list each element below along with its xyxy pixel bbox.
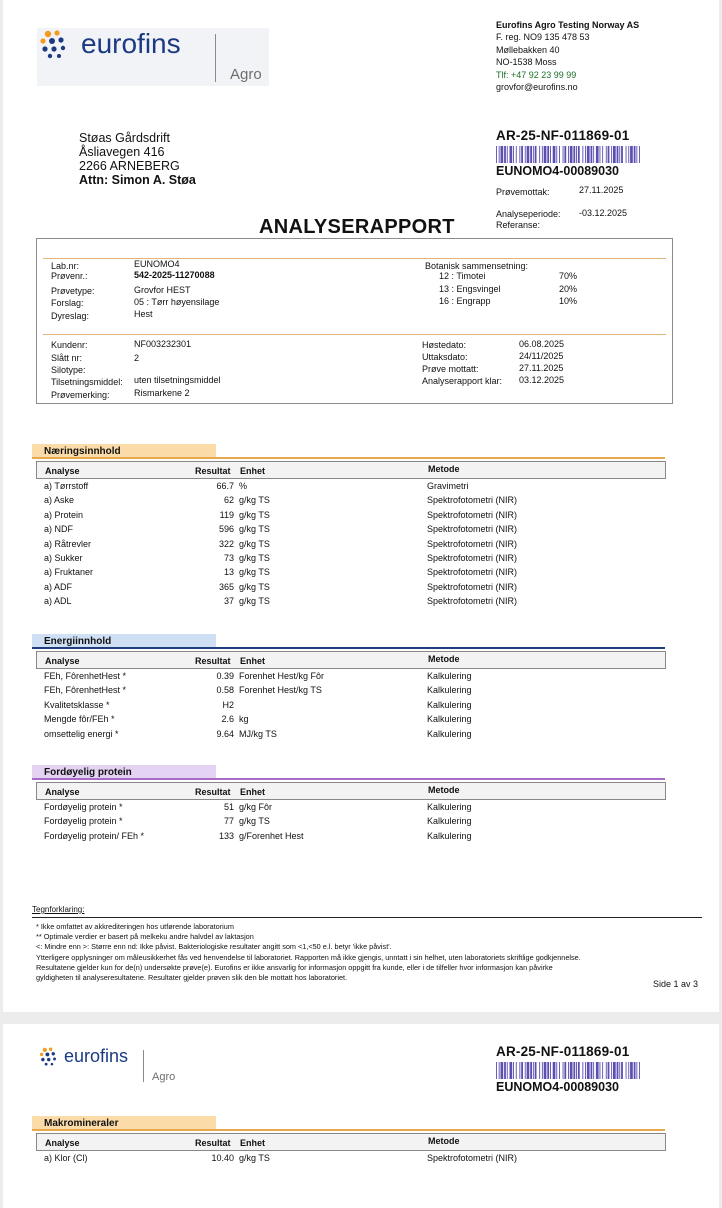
legend-line: gyldigheten til analyseresultatene. Resultater gjelder prøven slik den ble mottatt hos laboratoriet. <box>36 973 348 983</box>
table-row <box>36 480 666 494</box>
cell-analyse: a) NDF <box>44 524 73 535</box>
hostedato-label: Høstedato: <box>422 340 467 350</box>
cell-analyse: Mengde fôr/FEh * <box>44 714 115 725</box>
recipient-attn: Attn: Simon A. Støa <box>79 173 196 187</box>
table-row <box>36 684 666 698</box>
legend-text <box>36 922 581 983</box>
botanisk-name-1: 12 : Timotei <box>439 271 486 281</box>
cell-metode: Kalkulering <box>427 802 472 812</box>
col-metode: Metode <box>428 1136 460 1146</box>
tilsetning-label: Tilsetningsmiddel: <box>51 377 123 387</box>
info-separator <box>43 334 666 335</box>
col-resultat: Resultat <box>195 787 231 797</box>
cell-resultat: 13 <box>223 567 234 578</box>
cell-resultat: 322 <box>218 538 234 549</box>
col-metode: Metode <box>428 464 460 474</box>
col-enhet: Enhet <box>240 656 266 666</box>
col-enhet: Enhet <box>240 466 266 476</box>
barcode-icon <box>496 146 640 163</box>
report-title: ANALYSERAPPORT <box>259 216 455 238</box>
section-rule <box>32 647 665 649</box>
cell-enhet: g/kg TS <box>239 495 270 506</box>
recipient-street: Åsliavegen 416 <box>79 145 165 159</box>
cell-resultat: 62 <box>223 495 234 506</box>
reference-label: Referanse: <box>496 220 541 230</box>
cell-resultat: 596 <box>218 524 234 535</box>
col-resultat: Resultat <box>195 466 231 476</box>
forslag-value: 05 : Tørr høyensilage <box>134 297 220 307</box>
table-header <box>36 782 666 800</box>
report-page-2 <box>3 1024 719 1208</box>
cell-resultat: H2 <box>222 699 234 710</box>
barcode-icon <box>496 1062 640 1079</box>
labnr-value: EUNOMO4 <box>134 259 180 269</box>
table-row <box>36 595 666 609</box>
company-city: NO-1538 Moss <box>496 57 557 68</box>
lab-id: EUNOMO4-00089030 <box>496 1080 619 1094</box>
company-street: Møllebakken 40 <box>496 44 560 55</box>
cell-metode: Spektrofotometri (NIR) <box>427 596 518 607</box>
slatt-value: 2 <box>134 353 140 363</box>
botanisk-pct-1: 70% <box>559 271 578 281</box>
botanisk-name-3: 16 : Engrapp <box>439 296 491 306</box>
kundenr-value: NF003232301 <box>134 339 192 349</box>
page-number: Side 1 av 3 <box>653 979 699 989</box>
section-rule <box>32 778 665 780</box>
cell-resultat: 10.40 <box>211 1153 234 1163</box>
col-resultat: Resultat <box>195 656 231 666</box>
cell-analyse: FEh, FôrenhetHest * <box>44 671 127 681</box>
cell-resultat: 2.6 <box>221 714 234 725</box>
table-row <box>36 1152 666 1166</box>
slatt-label: Slått nr: <box>51 353 83 363</box>
klar-value: 03.12.2025 <box>519 375 565 385</box>
cell-resultat: 73 <box>223 553 234 563</box>
cell-analyse: Fordøyelig protein/ FEh * <box>44 830 145 841</box>
cell-analyse: Fordøyelig protein * <box>44 816 123 827</box>
company-reg: F. reg. NO9 135 478 53 <box>496 32 590 43</box>
table-row <box>36 509 666 523</box>
cell-enhet: Forenhet Hest/kg TS <box>239 685 322 696</box>
cell-enhet: g/kg TS <box>239 581 270 592</box>
dyreslag-value: Hest <box>134 309 153 319</box>
legend-line: <: Mindre enn >: Større enn nd: Ikke påvist. Bakteriologiske resultater angitt som <1,<50 e.l. betyr 'ikke påvist'. <box>36 942 392 952</box>
report-id: AR-25-NF-011869-01 <box>496 128 630 143</box>
table-row <box>36 699 666 713</box>
cell-enhet: g/Forenhet Hest <box>239 830 304 841</box>
cell-enhet: % <box>239 481 248 491</box>
company-phone[interactable]: Tlf: +47 92 23 99 99 <box>496 69 577 80</box>
eurofins-dots-icon <box>39 1046 61 1068</box>
cell-analyse: Fordøyelig protein * <box>44 802 123 812</box>
table-row <box>36 670 666 684</box>
mottatt-value: 27.11.2025 <box>519 363 564 373</box>
cell-enhet: Forenhet Hest/kg Fôr <box>239 671 325 681</box>
labnr-label: Lab.nr: <box>51 261 80 271</box>
cell-metode: Kalkulering <box>427 685 472 696</box>
table-row <box>36 494 666 508</box>
cell-resultat: 77 <box>223 816 234 827</box>
legend-line: Ytterligere opplysninger om måleusikkerhet fås ved henvendelse til laboratoriet. Rapporten må ikke gjengis, unntatt i sin helhet, uten laboratoriets skriftlige godkjennelse. <box>36 952 581 962</box>
section-rule <box>32 457 665 459</box>
cell-metode: Spektrofotometri (NIR) <box>427 495 518 506</box>
uttak-value: 24/11/2025 <box>519 351 564 361</box>
klar-label: Analyserapport klar: <box>422 376 503 386</box>
section-title: Næringsinnhold <box>32 444 216 458</box>
cell-analyse: a) Sukker <box>44 553 83 563</box>
cell-enhet: kg <box>239 714 249 725</box>
tilsetning-value: uten tilsetningsmiddel <box>134 375 221 385</box>
cell-resultat: 9.64 <box>216 728 234 739</box>
sample-info-box <box>36 238 673 404</box>
report-page-1 <box>3 0 719 1012</box>
section-title: Makromineraler <box>32 1116 216 1130</box>
section-title: Energiinnhold <box>32 634 216 648</box>
cell-enhet: g/kg TS <box>239 538 270 549</box>
cell-metode: Kalkulering <box>427 699 472 710</box>
company-email[interactable]: grovfor@eurofins.no <box>496 82 578 93</box>
period-value: -03.12.2025 <box>579 208 628 218</box>
legend-line: * Ikke omfattet av akkrediteringen hos utførende laboratorium <box>36 922 234 931</box>
table-row <box>36 815 666 829</box>
recipient-address <box>79 131 196 187</box>
cell-metode: Kalkulering <box>427 816 472 827</box>
report-id: AR-25-NF-011869-01 <box>496 1044 630 1059</box>
cell-analyse: a) ADF <box>44 581 73 592</box>
recipient-city: 2266 ARNEBERG <box>79 159 180 173</box>
cell-metode: Gravimetri <box>427 481 469 491</box>
cell-metode: Spektrofotometri (NIR) <box>427 553 518 563</box>
cell-resultat: 51 <box>223 802 234 812</box>
lab-id: EUNOMO4-00089030 <box>496 164 619 178</box>
cell-metode: Kalkulering <box>427 830 472 841</box>
cell-analyse: a) Aske <box>44 495 75 506</box>
logo-agro: Agro <box>152 1071 176 1083</box>
botanisk-pct-3: 10% <box>559 296 578 306</box>
botanisk-pct-2: 20% <box>559 284 578 294</box>
cell-analyse: a) Fruktaner <box>44 567 94 578</box>
company-name: Eurofins Agro Testing Norway AS <box>496 20 640 30</box>
botanisk-name-2: 13 : Engsvingel <box>439 284 501 294</box>
cell-enhet: g/kg TS <box>239 509 270 520</box>
cell-metode: Spektrofotometri (NIR) <box>427 1153 518 1163</box>
cell-metode: Spektrofotometri (NIR) <box>427 524 518 535</box>
col-resultat: Resultat <box>195 1138 231 1148</box>
cell-analyse: a) ADL <box>44 596 72 607</box>
provetype-label: Prøvetype: <box>51 286 95 296</box>
received-value: 27.11.2025 <box>579 185 624 195</box>
table-header <box>36 461 666 479</box>
botanisk-label: Botanisk sammensetning: <box>425 261 529 271</box>
cell-resultat: 0.39 <box>216 671 234 681</box>
table-row <box>36 830 666 844</box>
table-row <box>36 801 666 815</box>
cell-analyse: a) Klor (Cl) <box>44 1153 88 1163</box>
merking-label: Prøvemerking: <box>51 390 110 400</box>
merking-value: Rismarkene 2 <box>134 388 190 398</box>
col-analyse: Analyse <box>45 466 80 476</box>
col-analyse: Analyse <box>45 656 80 666</box>
cell-metode: Spektrofotometri (NIR) <box>427 509 518 520</box>
mottatt-label: Prøve mottatt: <box>422 364 479 374</box>
dyreslag-label: Dyreslag: <box>51 311 90 321</box>
recipient-name: Støas Gårdsdrift <box>79 131 170 145</box>
cell-metode: Spektrofotometri (NIR) <box>427 581 518 592</box>
logo-divider <box>215 34 216 82</box>
logo-word: eurofins <box>81 28 181 59</box>
cell-analyse: a) Tørrstoff <box>44 481 89 491</box>
col-analyse: Analyse <box>45 1138 80 1148</box>
provenr-label: Prøvenr.: <box>51 271 88 281</box>
table-row <box>36 523 666 537</box>
cell-enhet: MJ/kg TS <box>239 728 277 739</box>
cell-enhet: g/kg Fôr <box>239 802 273 812</box>
uttak-label: Uttaksdato: <box>422 352 468 362</box>
legend-line: Resultatene gjelder kun for de(n) undersøkte prøve(e). Eurofins er ikke ansvarlig for informasjon oppgitt fra kunde, eller i de tilfeller hvor informasjon kan påvirke <box>36 962 553 972</box>
cell-resultat: 66.7 <box>216 481 234 491</box>
silotype-label: Silotype: <box>51 365 86 375</box>
cell-resultat: 0.58 <box>216 685 234 696</box>
cell-resultat: 119 <box>219 509 234 520</box>
company-address <box>496 19 639 93</box>
cell-enhet: g/kg TS <box>239 816 270 827</box>
table-row <box>36 728 666 742</box>
cell-enhet: g/kg TS <box>239 596 270 607</box>
cell-enhet: g/kg TS <box>239 524 270 535</box>
logo-divider <box>143 1050 144 1082</box>
period-label: Analyseperiode: <box>496 209 561 219</box>
table-header <box>36 651 666 669</box>
eurofins-dots-icon <box>39 28 73 62</box>
kundenr-label: Kundenr: <box>51 340 88 350</box>
cell-resultat: 365 <box>218 581 234 592</box>
section-rule <box>32 1129 665 1131</box>
cell-analyse: a) Råtrevler <box>44 538 92 549</box>
cell-analyse: FEh, FôrenhetHest * <box>44 685 127 696</box>
eurofins-logo <box>39 28 275 88</box>
cell-resultat: 133 <box>218 830 234 841</box>
table-row <box>36 566 666 580</box>
table-row <box>36 538 666 552</box>
received-label: Prøvemottak: <box>496 187 550 197</box>
col-enhet: Enhet <box>240 1138 266 1148</box>
legend-divider <box>32 917 702 918</box>
cell-enhet: g/kg TS <box>239 1153 270 1163</box>
col-metode: Metode <box>428 785 460 795</box>
logo-word: eurofins <box>64 1046 129 1066</box>
legend-line: ** Optimale verdier er basert på melkeku andre halvdel av laktasjon <box>36 932 254 942</box>
table-row <box>36 552 666 566</box>
legend-title: Tegnforklaring: <box>32 905 85 914</box>
table-row <box>36 581 666 595</box>
cell-analyse: a) Protein <box>44 509 84 520</box>
provetype-value: Grovfor HEST <box>134 285 191 295</box>
section-title: Fordøyelig protein <box>32 765 216 779</box>
col-enhet: Enhet <box>240 787 266 797</box>
cell-metode: Kalkulering <box>427 714 472 725</box>
cell-enhet: g/kg TS <box>239 553 270 563</box>
provenr-value: 542-2025-11270088 <box>134 270 215 280</box>
logo-agro: Agro <box>230 66 262 83</box>
cell-analyse: omsettelig energi * <box>44 728 119 739</box>
table-header <box>36 1133 666 1151</box>
cell-metode: Spektrofotometri (NIR) <box>427 567 518 578</box>
forslag-label: Forslag: <box>51 298 84 308</box>
cell-enhet: g/kg TS <box>239 567 270 578</box>
eurofins-logo <box>39 1046 199 1086</box>
cell-metode: Kalkulering <box>427 671 472 681</box>
table-row <box>36 713 666 727</box>
cell-metode: Kalkulering <box>427 728 472 739</box>
col-metode: Metode <box>428 654 460 664</box>
col-analyse: Analyse <box>45 787 80 797</box>
cell-analyse: Kvalitetsklasse * <box>44 699 110 710</box>
cell-metode: Spektrofotometri (NIR) <box>427 538 518 549</box>
cell-resultat: 37 <box>223 596 234 607</box>
hostedato-value: 06.08.2025 <box>519 339 565 349</box>
